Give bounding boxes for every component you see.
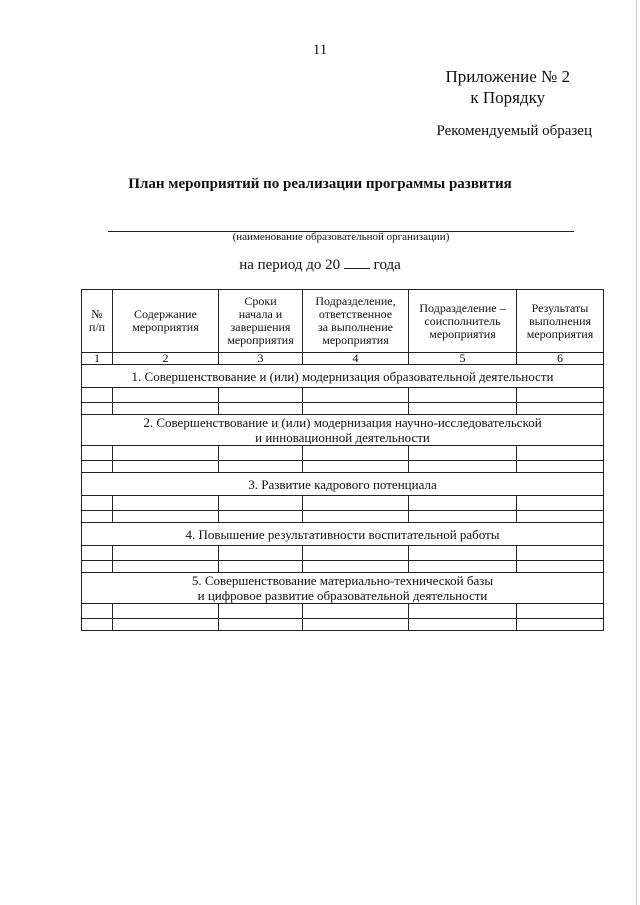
- table-row: [82, 461, 604, 473]
- section-title: 2. Совершенствование и (или) модернизация научно-исследовательской и инновационной деятельности: [82, 415, 604, 446]
- table-row: [82, 446, 604, 461]
- table-row: [82, 511, 604, 523]
- table-row: [82, 546, 604, 561]
- column-number: 3: [219, 353, 303, 365]
- section-row: [82, 365, 604, 388]
- document-title: План мероприятий по реализации программы развития: [128, 176, 512, 192]
- table-header-row: [82, 290, 604, 353]
- period-line: [0, 256, 640, 274]
- header-cell: Подразделение – соисполнитель мероприятия: [409, 290, 517, 353]
- table-row: [82, 403, 604, 415]
- header-cell: Содержание мероприятия: [113, 290, 219, 353]
- scan-artifact: [636, 0, 637, 905]
- header-cell: Сроки начала и завершения мероприятия: [219, 290, 303, 353]
- table-row: [82, 496, 604, 511]
- table-row: [82, 388, 604, 403]
- column-number: 4: [303, 353, 409, 365]
- section-title: 3. Развитие кадрового потенциала: [82, 473, 604, 496]
- section-row: [82, 473, 604, 496]
- page-number: 11: [312, 42, 328, 58]
- section-title: 5. Совершенствование материально-технической базы и цифровое развитие образовательной деятельности: [82, 573, 604, 604]
- section-title: 4. Повышение результативности воспитательной работы: [82, 523, 604, 546]
- appendix-heading: [446, 66, 570, 108]
- organization-caption: (наименование образовательной организации): [232, 231, 450, 243]
- plan-table: [81, 289, 604, 631]
- table-row: [82, 561, 604, 573]
- section-title: 1. Совершенствование и (или) модернизация образовательной деятельности: [82, 365, 604, 388]
- appendix-line: к Порядку: [470, 88, 546, 107]
- section-row: [82, 573, 604, 604]
- column-number: 6: [517, 353, 604, 365]
- column-number: 1: [82, 353, 113, 365]
- table-row: [82, 604, 604, 619]
- sample-label: Рекомендуемый образец: [436, 123, 592, 139]
- year-blank: [344, 256, 370, 269]
- column-number: 2: [113, 353, 219, 365]
- section-row: [82, 415, 604, 446]
- column-number: 5: [409, 353, 517, 365]
- header-cell: Подразделение, ответственное за выполнение мероприятия: [303, 290, 409, 353]
- header-cell: Результаты выполнения мероприятия: [517, 290, 604, 353]
- column-number-row: [82, 353, 604, 365]
- period-suffix: года: [373, 257, 401, 273]
- period-prefix: на период до 20: [239, 257, 341, 273]
- section-row: [82, 523, 604, 546]
- table-row: [82, 619, 604, 631]
- header-cell: № п/п: [82, 290, 113, 353]
- appendix-line: Приложение № 2: [445, 67, 570, 86]
